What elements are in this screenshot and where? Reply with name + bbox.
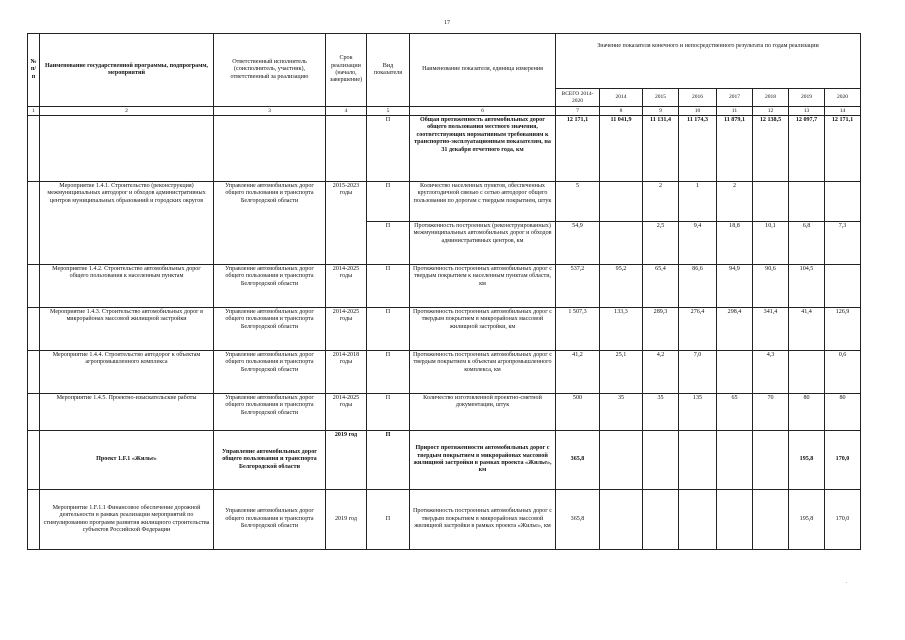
value-cell: 298,4 [717, 308, 753, 351]
value-cell [825, 265, 861, 308]
value-cell: 2,5 [643, 222, 679, 265]
column-number: 6 [410, 107, 556, 116]
value-cell [600, 182, 643, 222]
row-name-cell: Мероприятие 1.4.1. Строительство (реконструкция) межмуниципальных автодорог и обходов административных центров муниципальных образований и городских округов [40, 182, 214, 265]
value-cell: 70 [753, 394, 789, 431]
row-indicator-cell: Количество населенных пунктов, обеспеченных круглогодичной связью с сетью автодорог общего пользования по дорогам с твердым покрытием, штук [410, 182, 556, 222]
value-cell: 126,9 [825, 308, 861, 351]
value-cell: 289,3 [643, 308, 679, 351]
row-number-cell [28, 116, 40, 182]
value-cell: 5 [556, 182, 600, 222]
value-cell: 18,8 [717, 222, 753, 265]
row-name-cell: Проект 1.F.1 «Жилье» [40, 431, 214, 490]
corner-mark: . [846, 579, 848, 585]
row-executor-cell: Управление автомобильных дорог общего пользования и транспорта Белгородской области [214, 182, 326, 265]
value-cell: 341,4 [753, 308, 789, 351]
header-values-group: Значение показателя конечного и непосредственного результата по годам реализации [556, 34, 861, 89]
value-cell [679, 431, 717, 490]
value-cell: 365,8 [556, 490, 600, 550]
row-name-cell: Мероприятие 1.F.1.1 Финансовое обеспечение дорожной деятельности в рамках реализации мероприятий по стимулированию программ развития жилищного строительства субъектов Российской Федерации [40, 490, 214, 550]
column-number: 7 [556, 107, 600, 116]
row-term-cell: 2015-2023 годы [326, 182, 367, 265]
indicator-table [27, 33, 861, 550]
header-kind: Вид показателя [367, 34, 410, 107]
row-term-cell: 2019 год [326, 490, 367, 550]
value-cell [753, 182, 789, 222]
header-executor: Ответственный исполнитель (соисполнитель, участник), ответственный за реализацию [214, 34, 326, 107]
header-year: 2020 [825, 89, 861, 107]
value-cell [789, 351, 825, 394]
value-cell: 2 [717, 182, 753, 222]
row-kind-cell: П [367, 182, 410, 222]
header-indicator: Наименование показателя, единица измерения [410, 34, 556, 107]
column-number: 10 [679, 107, 717, 116]
row-indicator-cell: Протяженность построенных автомобильных дорог с твердым покрытием к объектам агропромышленного комплекса, км [410, 351, 556, 394]
value-cell: 500 [556, 394, 600, 431]
row-number-cell [28, 394, 40, 431]
table-row [28, 182, 861, 222]
value-cell: 12 138,5 [753, 116, 789, 182]
row-kind-cell: П [367, 116, 410, 182]
value-cell: 1 [679, 182, 717, 222]
row-executor-cell: Управление автомобильных дорог общего пользования и транспорта Белгородской области [214, 431, 326, 490]
header-year: 2018 [753, 89, 789, 107]
table-row [28, 265, 861, 308]
value-cell: 94,9 [717, 265, 753, 308]
row-kind-cell: П [367, 265, 410, 308]
row-indicator-cell: Количество изготовленной проектно-сметной документации, штук [410, 394, 556, 431]
row-indicator-cell: Протяженность построенных (реконструированных) межмуниципальных автомобильных дорог и обходов административных центров, км [410, 222, 556, 265]
row-number-cell [28, 182, 40, 265]
header-year: ВСЕГО 2014-2020 [556, 89, 600, 107]
row-kind-cell: П [367, 351, 410, 394]
value-cell: 4,3 [753, 351, 789, 394]
row-kind-cell: П [367, 431, 410, 490]
column-number: 9 [643, 107, 679, 116]
value-cell: 11 879,1 [717, 116, 753, 182]
value-cell: 80 [825, 394, 861, 431]
row-indicator-cell: Протяженность построенных автомобильных дорог с твердым покрытием в микрорайонах массовой жилищной застройки, км [410, 308, 556, 351]
column-number: 14 [825, 107, 861, 116]
value-cell: 7,3 [825, 222, 861, 265]
row-executor-cell: Управление автомобильных дорог общего пользования и транспорта Белгородской области [214, 394, 326, 431]
table-row [28, 351, 861, 394]
value-cell: 65,4 [643, 265, 679, 308]
value-cell: 12 171,1 [556, 116, 600, 182]
value-cell: 35 [600, 394, 643, 431]
value-cell: 90,6 [753, 265, 789, 308]
value-cell [643, 490, 679, 550]
value-cell: 10,1 [753, 222, 789, 265]
row-indicator-cell: Протяженность построенных автомобильных дорог с твердым покрытием в микрорайонах массовой жилищной застройки в рамках проекта «Жилье», км [410, 490, 556, 550]
value-cell: 86,6 [679, 265, 717, 308]
value-cell [717, 431, 753, 490]
row-executor-cell: Управление автомобильных дорог общего пользования и транспорта Белгородской области [214, 265, 326, 308]
value-cell: 276,4 [679, 308, 717, 351]
header-term: Срок реализации (начало, завершение) [326, 34, 367, 107]
row-number-cell [28, 431, 40, 490]
value-cell [600, 490, 643, 550]
value-cell: 11 041,9 [600, 116, 643, 182]
value-cell: 95,2 [600, 265, 643, 308]
value-cell: 4,2 [643, 351, 679, 394]
value-cell [679, 490, 717, 550]
column-number: 11 [717, 107, 753, 116]
row-kind-cell: П [367, 490, 410, 550]
column-number: 3 [214, 107, 326, 116]
value-cell: 25,1 [600, 351, 643, 394]
value-cell: 41,4 [789, 308, 825, 351]
row-term-cell: 2019 год [326, 431, 367, 490]
value-cell: 0,6 [825, 351, 861, 394]
value-cell: 12 097,7 [789, 116, 825, 182]
column-number: 13 [789, 107, 825, 116]
value-cell: 12 171,1 [825, 116, 861, 182]
row-executor-cell: Управление автомобильных дорог общего пользования и транспорта Белгородской области [214, 351, 326, 394]
row-executor-cell: Управление автомобильных дорог общего пользования и транспорта Белгородской области [214, 308, 326, 351]
row-indicator-cell: Протяженность построенных автомобильных дорог с твердым покрытием к населенным пунктам области, км [410, 265, 556, 308]
page-number: 17 [444, 20, 450, 26]
value-cell: 11 174,3 [679, 116, 717, 182]
value-cell [825, 182, 861, 222]
value-cell: 65 [717, 394, 753, 431]
value-cell: 6,8 [789, 222, 825, 265]
row-term-cell: 2014-2018 годы [326, 351, 367, 394]
value-cell [643, 431, 679, 490]
value-cell: 170,0 [825, 490, 861, 550]
table-row [28, 490, 861, 550]
row-executor-cell [214, 116, 326, 182]
table-row [28, 394, 861, 431]
value-cell: 7,0 [679, 351, 717, 394]
row-indicator-cell: Прирост протяженности автомобильных дорог с твердым покрытием в микрорайонах массовой жилищной застройки в рамках проекта «Жилье», км [410, 431, 556, 490]
table-row [28, 431, 861, 490]
value-cell [753, 431, 789, 490]
value-cell: 11 131,4 [643, 116, 679, 182]
row-kind-cell: П [367, 222, 410, 265]
value-cell: 537,2 [556, 265, 600, 308]
header-name: Наименование государственной программы, подпрограмм, мероприятий [40, 34, 214, 107]
table-row [28, 116, 861, 182]
value-cell [753, 490, 789, 550]
value-cell [600, 222, 643, 265]
value-cell: 1 507,3 [556, 308, 600, 351]
column-number: 12 [753, 107, 789, 116]
row-kind-cell: П [367, 308, 410, 351]
header-number: № п/п [28, 34, 40, 107]
value-cell [600, 431, 643, 490]
column-number: 4 [326, 107, 367, 116]
value-cell: 135 [679, 394, 717, 431]
header-year: 2016 [679, 89, 717, 107]
value-cell: 170,0 [825, 431, 861, 490]
row-number-cell [28, 490, 40, 550]
table-row [28, 308, 861, 351]
value-cell: 35 [643, 394, 679, 431]
column-number: 5 [367, 107, 410, 116]
row-name-cell: Мероприятие 1.4.4. Строительство автодорог к объектам агропромышленного комплекса [40, 351, 214, 394]
value-cell: 54,9 [556, 222, 600, 265]
value-cell: 9,4 [679, 222, 717, 265]
row-name-cell: Мероприятие 1.4.2. Строительство автомобильных дорог общего пользования к населенным пунктам [40, 265, 214, 308]
value-cell: 80 [789, 394, 825, 431]
row-term-cell: 2014-2025 годы [326, 265, 367, 308]
header-year: 2015 [643, 89, 679, 107]
value-cell: 365,8 [556, 431, 600, 490]
header-year: 2017 [717, 89, 753, 107]
row-name-cell: Мероприятие 1.4.5. Проектно-изыскательские работы [40, 394, 214, 431]
value-cell [717, 490, 753, 550]
row-number-cell [28, 351, 40, 394]
value-cell [717, 351, 753, 394]
header-year: 2019 [789, 89, 825, 107]
value-cell [789, 182, 825, 222]
value-cell: 133,3 [600, 308, 643, 351]
column-numbers-row [28, 107, 861, 116]
row-term-cell [326, 116, 367, 182]
value-cell: 2 [643, 182, 679, 222]
value-cell: 195,8 [789, 490, 825, 550]
row-executor-cell: Управление автомобильных дорог общего пользования и транспорта Белгородской области [214, 490, 326, 550]
row-name-cell [40, 116, 214, 182]
row-name-cell: Мероприятие 1.4.3. Строительство автомобильных дорог в микрорайонах массовой жилищной застройки [40, 308, 214, 351]
row-number-cell [28, 265, 40, 308]
value-cell: 195,8 [789, 431, 825, 490]
column-number: 1 [28, 107, 40, 116]
value-cell: 41,2 [556, 351, 600, 394]
value-cell: 104,5 [789, 265, 825, 308]
column-number: 2 [40, 107, 214, 116]
row-term-cell: 2014-2025 годы [326, 308, 367, 351]
header-year: 2014 [600, 89, 643, 107]
row-number-cell [28, 308, 40, 351]
row-indicator-cell: Общая протяженность автомобильных дорог общего пользования местного значения, соответствующих нормативным требованиям к транспортно-эксплуатационным показателям, на 31 декабря отчетного года, км [410, 116, 556, 182]
column-number: 8 [600, 107, 643, 116]
row-kind-cell: П [367, 394, 410, 431]
row-term-cell: 2014-2025 годы [326, 394, 367, 431]
